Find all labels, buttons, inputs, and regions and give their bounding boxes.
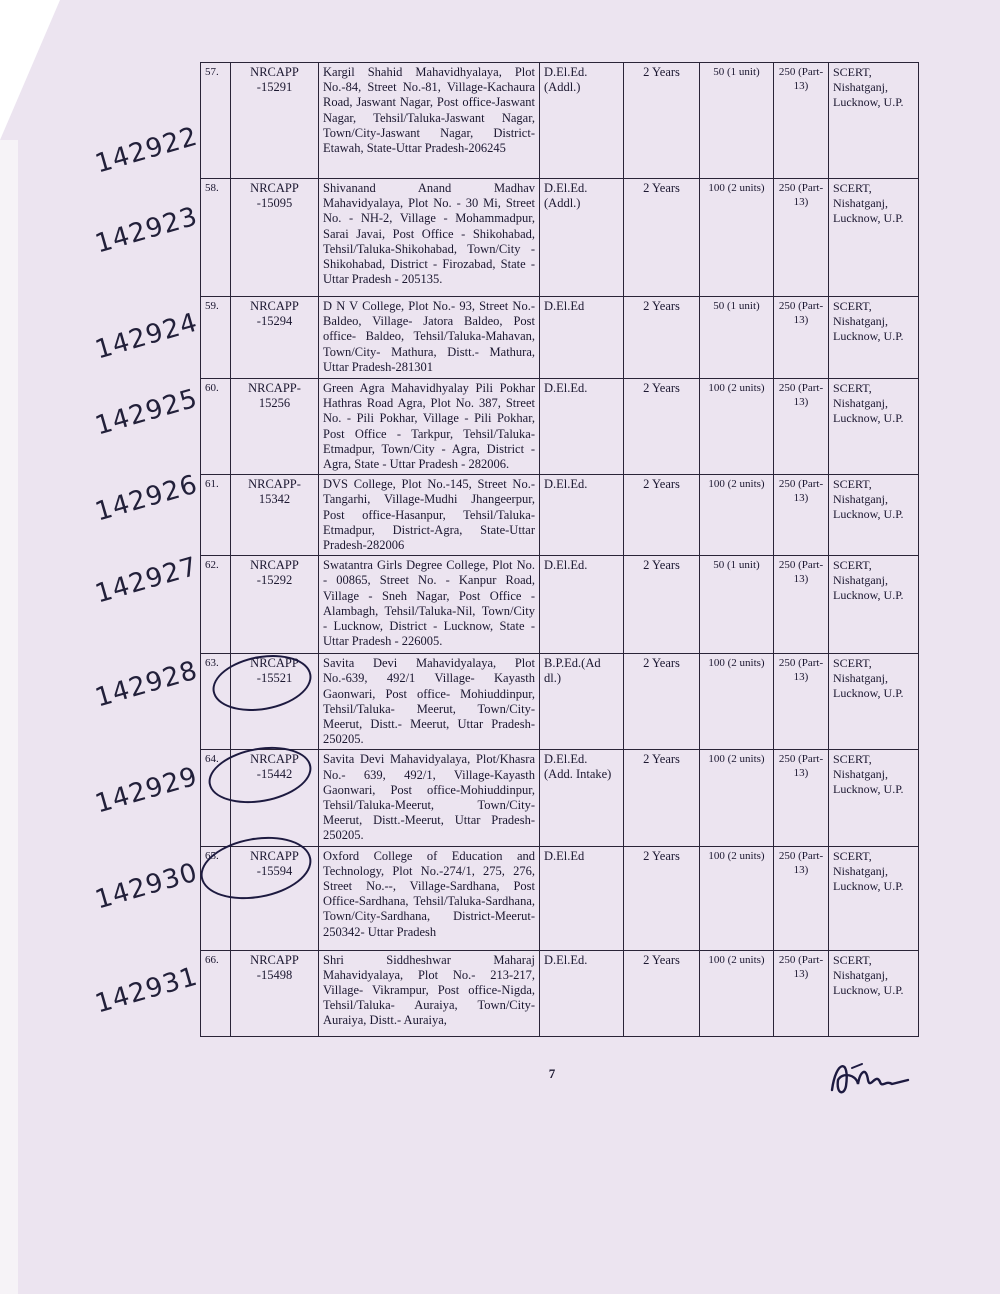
affiliating-body-cell: SCERT, Nishatganj, Lucknow, U.P. xyxy=(829,179,919,297)
intake-cell: 100 (2 units) xyxy=(700,379,774,475)
course-cell: D.El.Ed. (Add. Intake) xyxy=(540,750,624,846)
handwritten-margin-number: 142929 xyxy=(91,761,202,820)
duration-cell: 2 Years xyxy=(624,846,700,950)
handwritten-margin-number: 142922 xyxy=(91,121,202,180)
intake-cell: 50 (1 unit) xyxy=(700,297,774,379)
intake-cell: 100 (2 units) xyxy=(700,950,774,1036)
application-id-cell: NRCAPP -15442 xyxy=(231,750,319,846)
application-id-cell: NRCAPP-15256 xyxy=(231,379,319,475)
duration-cell: 2 Years xyxy=(624,297,700,379)
application-id-cell: NRCAPP-15342 xyxy=(231,475,319,556)
handwritten-margin-number: 142923 xyxy=(91,201,202,260)
course-cell: D.El.Ed. (Addl.) xyxy=(540,179,624,297)
affiliating-body-cell: SCERT, Nishatganj, Lucknow, U.P. xyxy=(829,950,919,1036)
page-edge-shadow xyxy=(0,140,18,1294)
application-id-cell: NRCAPP -15521 xyxy=(231,654,319,750)
serial-number-cell: 60. xyxy=(201,379,231,475)
institution-address-cell: Savita Devi Mahavidyalaya, Plot/Khasra No.- 639, 492/1, Village-Kayasth Gaonwari, Post office-Mohiuddinpur, Tehsil/Taluka-Meerut, Town/City- Meerut, Distt.-Meerut, Uttar Pradesh-250205. xyxy=(319,750,540,846)
intake-cell: 100 (2 units) xyxy=(700,750,774,846)
duration-cell: 2 Years xyxy=(624,179,700,297)
institution-address-cell: Oxford College of Education and Technology, Plot No.-274/1, 275, 276, Street No.--, Village-Sardhana, Post Office-Sardhana, Tehsil/Taluka-Sardhana, Town/City-Sardhana, District-Meerut-250342- Uttar Pradesh xyxy=(319,846,540,950)
institution-address-cell: DVS College, Plot No.-145, Street No.-Tangarhi, Village-Mudhi Jhangeerpur, Post office-Hasanpur, Tehsil/Taluka-Etmadpur, District-Agra, State-Uttar Pradesh-282006 xyxy=(319,475,540,556)
fee-part-cell: 250 (Part-13) xyxy=(774,750,829,846)
application-id-cell: NRCAPP -15095 xyxy=(231,179,319,297)
handwritten-margin-number: 142928 xyxy=(91,655,202,714)
table-row xyxy=(201,556,919,654)
affiliating-body-cell: SCERT, Nishatganj, Lucknow, U.P. xyxy=(829,379,919,475)
institution-list-table xyxy=(200,62,919,1037)
duration-cell: 2 Years xyxy=(624,379,700,475)
duration-cell: 2 Years xyxy=(624,750,700,846)
table-row xyxy=(201,950,919,1036)
serial-number-cell: 64. xyxy=(201,750,231,846)
folded-corner xyxy=(0,0,60,140)
intake-cell: 50 (1 unit) xyxy=(700,63,774,179)
signature-mark xyxy=(822,1050,912,1110)
course-cell: D.El.Ed xyxy=(540,846,624,950)
course-cell: B.P.Ed.(Ad dl.) xyxy=(540,654,624,750)
application-id-cell: NRCAPP -15498 xyxy=(231,950,319,1036)
serial-number-cell: 58. xyxy=(201,179,231,297)
fee-part-cell: 250 (Part-13) xyxy=(774,556,829,654)
serial-number-cell: 62. xyxy=(201,556,231,654)
serial-number-cell: 61. xyxy=(201,475,231,556)
intake-cell: 100 (2 units) xyxy=(700,179,774,297)
table-row xyxy=(201,475,919,556)
fee-part-cell: 250 (Part-13) xyxy=(774,654,829,750)
table-row xyxy=(201,63,919,179)
application-id-cell: NRCAPP -15291 xyxy=(231,63,319,179)
intake-cell: 100 (2 units) xyxy=(700,846,774,950)
serial-number-cell: 59. xyxy=(201,297,231,379)
application-id-cell: NRCAPP -15294 xyxy=(231,297,319,379)
fee-part-cell: 250 (Part-13) xyxy=(774,846,829,950)
institution-address-cell: Swatantra Girls Degree College, Plot No. - 00865, Street No. - Kanpur Road, Village - Sneh Nagar, Post Office - Alambagh, Tehsil/Taluka-Nil, Town/City - Lucknow, District - Lucknow, State - Uttar Pradesh - 226005. xyxy=(319,556,540,654)
intake-cell: 100 (2 units) xyxy=(700,654,774,750)
affiliating-body-cell: SCERT, Nishatganj, Lucknow, U.P. xyxy=(829,475,919,556)
duration-cell: 2 Years xyxy=(624,63,700,179)
serial-number-cell: 57. xyxy=(201,63,231,179)
fee-part-cell: 250 (Part-13) xyxy=(774,950,829,1036)
table-body xyxy=(201,63,919,1037)
affiliating-body-cell: SCERT, Nishatganj, Lucknow, U.P. xyxy=(829,846,919,950)
handwritten-margin-number: 142925 xyxy=(91,383,202,442)
fee-part-cell: 250 (Part-13) xyxy=(774,475,829,556)
institution-address-cell: Kargil Shahid Mahavidhyalaya, Plot No.-84, Street No.-81, Village-Kachaura Road, Jaswant Nagar, Post office-Jaswant Nagar, Tehsil/Taluka-Jaswant Nagar, Town/City-Jaswant Nagar, District-Etawah, State-Uttar Pradesh-206245 xyxy=(319,63,540,179)
duration-cell: 2 Years xyxy=(624,556,700,654)
application-id-cell: NRCAPP -15594 xyxy=(231,846,319,950)
handwritten-margin-number: 142927 xyxy=(91,551,202,610)
handwritten-margin-number: 142926 xyxy=(91,469,202,528)
fee-part-cell: 250 (Part-13) xyxy=(774,297,829,379)
course-cell: D.El.Ed. xyxy=(540,950,624,1036)
page-number: 7 xyxy=(548,1066,556,1081)
affiliating-body-cell: SCERT, Nishatganj, Lucknow, U.P. xyxy=(829,556,919,654)
affiliating-body-cell: SCERT, Nishatganj, Lucknow, U.P. xyxy=(829,297,919,379)
duration-cell: 2 Years xyxy=(624,475,700,556)
intake-cell: 100 (2 units) xyxy=(700,475,774,556)
table-row xyxy=(201,379,919,475)
institution-address-cell: Shivanand Anand Madhav Mahavidyalaya, Plot No. - 30 Mi, Street No. - NH-2, Village - Mohammadpur, Sarai Javai, Post Office - Shikohabad, Tehsil/Taluka-Shikohabad, Town/City - Shikohabad, District - Firozabad, State - Uttar Pradesh - 205135. xyxy=(319,179,540,297)
handwritten-margin-number: 142924 xyxy=(91,307,202,366)
institution-address-cell: Green Agra Mahavidhyalay Pili Pokhar Hathras Road Agra, Plot No. 387, Street No. - Pili Pokhar, Village - Pili Pokhar, Post Office - Tarkpur, Tehsil/Taluka-Etmadpur, Town/City - Agra, District - Agra, State - Uttar Pradesh - 282006. xyxy=(319,379,540,475)
affiliating-body-cell: SCERT, Nishatganj, Lucknow, U.P. xyxy=(829,654,919,750)
application-id-cell: NRCAPP -15292 xyxy=(231,556,319,654)
handwritten-margin-number: 142930 xyxy=(91,857,202,916)
table-row xyxy=(201,297,919,379)
institution-address-cell: Savita Devi Mahavidyalaya, Plot No.-639, 492/1 Village- Kayasth Gaonwari, Post office- Mohiuddinpur, Tehsil/Taluka- Meerut, Town/City-Meerut, Distt.- Meerut, Uttar Pradesh-250205. xyxy=(319,654,540,750)
course-cell: D.El.Ed xyxy=(540,297,624,379)
serial-number-cell: 65. xyxy=(201,846,231,950)
fee-part-cell: 250 (Part-13) xyxy=(774,63,829,179)
fee-part-cell: 250 (Part-13) xyxy=(774,179,829,297)
intake-cell: 50 (1 unit) xyxy=(700,556,774,654)
serial-number-cell: 66. xyxy=(201,950,231,1036)
affiliating-body-cell: SCERT, Nishatganj, Lucknow, U.P. xyxy=(829,63,919,179)
affiliating-body-cell: SCERT, Nishatganj, Lucknow, U.P. xyxy=(829,750,919,846)
institution-address-cell: Shri Siddheshwar Maharaj Mahavidyalaya, Plot No.- 213-217, Village- Vikrampur, Post office-Nigda, Tehsil/Taluka- Auraiya, Town/City- Auraiya, Distt.- Auraiya, xyxy=(319,950,540,1036)
serial-number-cell: 63. xyxy=(201,654,231,750)
handwritten-margin-number: 142931 xyxy=(91,961,202,1020)
institution-address-cell: D N V College, Plot No.- 93, Street No.- Baldeo, Village- Jatora Baldeo, Post office- Baldeo, Tehsil/Taluka-Mahavan, Town/City- Mathura, Distt.- Mathura, Uttar Pradesh-281301 xyxy=(319,297,540,379)
duration-cell: 2 Years xyxy=(624,654,700,750)
table-row xyxy=(201,179,919,297)
fee-part-cell: 250 (Part-13) xyxy=(774,379,829,475)
course-cell: D.El.Ed. xyxy=(540,556,624,654)
duration-cell: 2 Years xyxy=(624,950,700,1036)
course-cell: D.El.Ed. xyxy=(540,379,624,475)
course-cell: D.El.Ed. xyxy=(540,475,624,556)
course-cell: D.El.Ed. (Addl.) xyxy=(540,63,624,179)
